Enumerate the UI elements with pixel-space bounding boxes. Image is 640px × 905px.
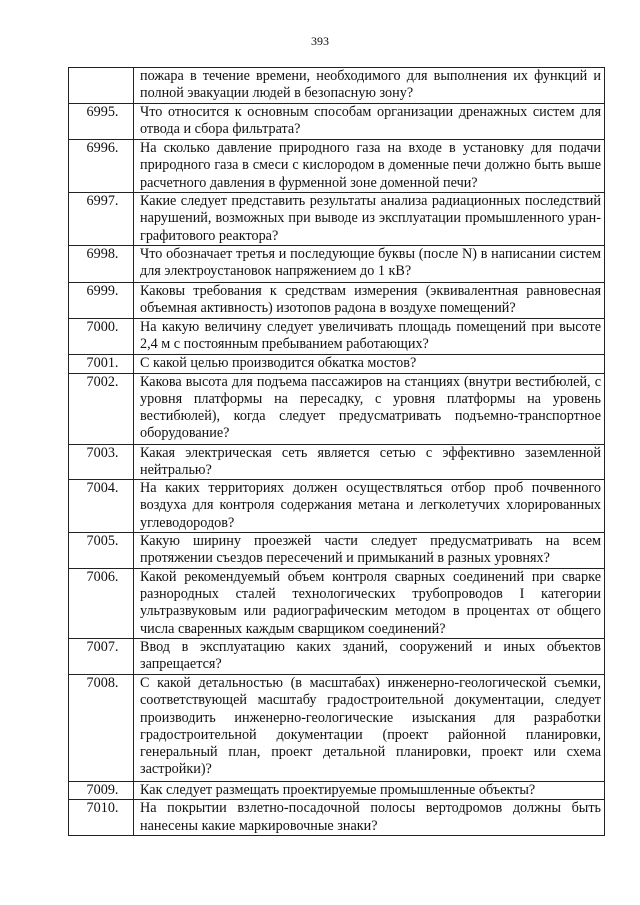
question-number bbox=[69, 68, 134, 104]
question-text: На каких территориях должен осуществляться отбор проб почвенного воздуха для контроля содержания метана и легколетучих хлорированных углеводородов? bbox=[134, 480, 605, 533]
question-text: Какой рекомендуемый объем контроля сварных соединений при сварке разнородных сталей технологических трубопроводов I категории ультразвуковым или радиографическим методом в процентах от общего числа сваренных каждым сварщиком соединений? bbox=[134, 568, 605, 638]
table-row bbox=[69, 140, 605, 193]
table-row bbox=[69, 373, 605, 444]
question-text: Что обозначает третья и последующие буквы (после N) в написании систем для электроустановок напряжением до 1 кВ? bbox=[134, 246, 605, 283]
table-row bbox=[69, 800, 605, 836]
question-text: Каковы требования к средствам измерения (эквивалентная равновесная объемная активность) изотопов радона в воздухе помещений? bbox=[134, 283, 605, 319]
question-text: Что относится к основным способам организации дренажных систем для отвода и сбора фильтрата? bbox=[134, 104, 605, 140]
question-text: Какова высота для подъема пассажиров на станциях (внутри вестибюлей, с уровня платформы на пересадку, с уровня платформы на уровень вестибюлей), когда следует предусматривать подъемно-транспортное оборудование? bbox=[134, 373, 605, 444]
question-number: 7008. bbox=[69, 674, 134, 781]
question-text: С какой детальностью (в масштабах) инженерно-геологической съемки, соответствующей масштабу градостроительной документации, следует производить инженерно-геологические изыскания для разработки градостроительной документации (проект районной планировки, генеральный план, проект детальной планировки, проект или схема застройки)? bbox=[134, 674, 605, 781]
table-row bbox=[69, 781, 605, 799]
question-number: 7001. bbox=[69, 354, 134, 373]
page-number: 393 bbox=[311, 34, 329, 48]
question-number: 6995. bbox=[69, 104, 134, 140]
table-row bbox=[69, 638, 605, 674]
table-row bbox=[69, 533, 605, 569]
question-text: Какую ширину проезжей части следует предусматривать на всем протяжении съездов пересечений и примыканий в разных уровнях? bbox=[134, 533, 605, 569]
question-number: 6997. bbox=[69, 193, 134, 246]
question-number: 7004. bbox=[69, 480, 134, 533]
table-row bbox=[69, 246, 605, 283]
table-row bbox=[69, 104, 605, 140]
question-number: 7009. bbox=[69, 781, 134, 799]
question-text: Какая электрическая сеть является сетью с эффективно заземленной нейтралью? bbox=[134, 444, 605, 480]
question-text: Ввод в эксплуатацию каких зданий, сооружений и иных объектов запрещается? bbox=[134, 638, 605, 674]
table-row bbox=[69, 568, 605, 638]
table-row bbox=[69, 480, 605, 533]
question-number: 6998. bbox=[69, 246, 134, 283]
table-row bbox=[69, 283, 605, 319]
question-number: 6996. bbox=[69, 140, 134, 193]
question-number: 7003. bbox=[69, 444, 134, 480]
question-number: 7010. bbox=[69, 800, 134, 836]
question-text: пожара в течение времени, необходимого для выполнения их функций и полной эвакуации людей в безопасную зону? bbox=[134, 68, 605, 104]
question-text: Как следует размещать проектируемые промышленные объекты? bbox=[134, 781, 605, 799]
table-row bbox=[69, 319, 605, 355]
question-number: 7000. bbox=[69, 319, 134, 355]
question-text: Какие следует представить результаты анализа радиационных последствий нарушений, возможных при выводе из эксплуатации промышленного уран-графитового реактора? bbox=[134, 193, 605, 246]
question-text: С какой целью производится обкатка мостов? bbox=[134, 354, 605, 373]
table-row bbox=[69, 193, 605, 246]
table-row bbox=[69, 444, 605, 480]
question-number: 7002. bbox=[69, 373, 134, 444]
question-number: 7006. bbox=[69, 568, 134, 638]
table-row bbox=[69, 674, 605, 781]
question-text: На сколько давление природного газа на входе в установку для подачи природного газа в смеси с кислородом в доменные печи должно быть выше расчетного давления в фурменной зоне доменной печи? bbox=[134, 140, 605, 193]
table-row bbox=[69, 354, 605, 373]
questions-table bbox=[68, 67, 605, 836]
question-text: На покрытии взлетно-посадочной полосы вертодромов должны быть нанесены какие маркировочные знаки? bbox=[134, 800, 605, 836]
table-row bbox=[69, 68, 605, 104]
question-number: 6999. bbox=[69, 283, 134, 319]
question-text: На какую величину следует увеличивать площадь помещений при высоте 2,4 м с постоянным пребыванием работающих? bbox=[134, 319, 605, 355]
question-number: 7007. bbox=[69, 638, 134, 674]
question-number: 7005. bbox=[69, 533, 134, 569]
